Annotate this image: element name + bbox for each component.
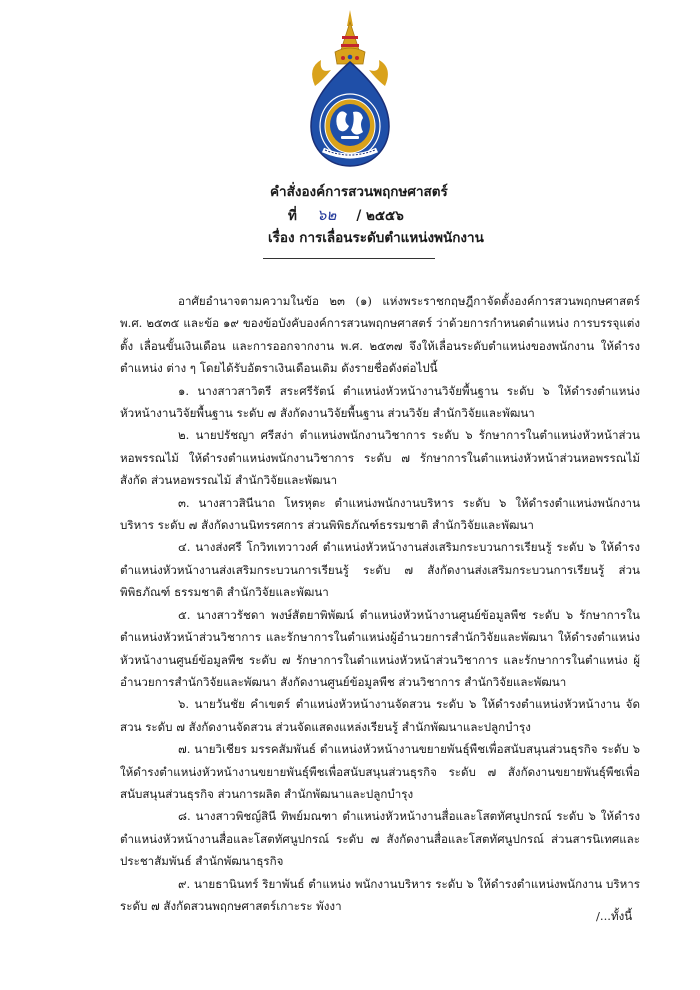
list-item: ๓. นางสาวสินีนาถ โหรหุตะ ตำแหน่งพนักงานบริหาร ระดับ ๖ ให้ดำรงตำแหน่งพนักงาน บริหาร ระดับ ๗ สังกัดงานนิทรรศการ ส่วนพิพิธภัณฑ์ธรรมชาติ สำนักวิจัยและพัฒนา <box>120 495 640 533</box>
order-number <box>288 203 404 227</box>
list-item: ๒. นายปรัชญา ศรีสง่า ตำแหน่งพนักงานวิชาการ ระดับ ๖ รักษาการในตำแหน่งหัวหน้าส่วน หอพรรณไม้ ให้ดำรงตำแหน่งพนักงานวิชาการ ระดับ ๗ รักษาการในตำแหน่งหัวหน้าส่วนหอพรรณไม้ สังกัด ส่วนหอพรรณไม้ สำนักวิจัยและพัฒนา <box>120 428 640 488</box>
list-item: ๕. นางสาวรัชดา พงษ์สัตยาพิพัฒน์ ตำแหน่งหัวหน้างานศูนย์ข้อมูลพืช ระดับ ๖ รักษาการใน ตำแหน่งหัวหน้าส่วนวิชาการ และรักษาการในตำแหน่งผู้อำนวยการสำนักวิจัยและพัฒนา ให้ดำรงตำแหน่ง หัวหน้างานศูนย์ข้อมูลพืช ระดับ ๗ รักษาการในตำแหน่งหัวหน้าส่วนวิชาการ และรักษาการในตำแหน่ง ผู้อำนวยการสำนักวิจัยและพัฒนา สังกัดงานศูนย์ข้อมูลพืช ส่วนวิชาการ สำนักวิจัยและพัฒนา <box>120 607 640 689</box>
list-item: ๔. นางส่งศรี โกวิทเทวาวงศ์ ตำแหน่งหัวหน้างานส่งเสริมกระบวนการเรียนรู้ ระดับ ๖ ให้ดำรง ตำแหน่งหัวหน้างานส่งเสริมกระบวนการเรียนรู้ ระดับ ๗ สังกัดงานส่งเสริมกระบวนการเรียนรู้ ส่วนพิพิธภัณฑ์ ธรรมชาติ สำนักวิจัยและพัฒนา <box>120 540 640 600</box>
organization-emblem-icon <box>297 8 403 176</box>
list-item: ๖. นายวันชัย คำเขตร์ ตำแหน่งหัวหน้างานจัดสวน ระดับ ๖ ให้ดำรงตำแหน่งหัวหน้างาน จัดสวน ระดับ ๗ สังกัดงานจัดสวน ส่วนจัดแสดงแหล่งเรียนรู้ สำนักพัฒนาและปลูกบำรุง <box>120 697 640 734</box>
order-number-year: / ๒๕๕๖ <box>356 208 404 224</box>
order-title: คำสั่งองค์การสวนพฤกษศาสตร์ <box>270 184 448 200</box>
header-divider <box>263 258 435 259</box>
list-item: ๙. นายธานินทร์ ริยาพันธ์ ตำแหน่ง พนักงานบริหาร ระดับ ๖ ให้ดำรงตำแหน่งพนักงาน บริหาร ระดับ ๗ สังกัดสวนพฤกษศาสตร์เกาะระ พังงา <box>120 876 640 913</box>
order-body <box>120 290 640 917</box>
order-number-prefix: ที่ <box>288 208 297 224</box>
list-item: ๘. นางสาวพิชญ์สินี ทิพย์มณฑา ตำแหน่งหัวหน้างานสื่อและโสตทัศนูปกรณ์ ระดับ ๖ ให้ดำรง ตำแหน่งหัวหน้างานสื่อและโสตทัศนูปกรณ์ ระดับ ๗ สังกัดงานสื่อและโสตทัศนูปกรณ์ ส่วนสารนิเทศและ ประชาสัมพันธ์ สำนักพัฒนาธุรกิจ <box>120 809 640 869</box>
order-subject: เรื่อง การเลื่อนระดับตำแหน่งพนักงาน <box>268 230 484 246</box>
preamble-paragraph: อาศัยอำนาจตามความในข้อ ๒๓ (๑) แห่งพระราชกฤษฎีกาจัดตั้งองค์การสวนพฤกษศาสตร์ พ.ศ. ๒๕๓๕ และข้อ ๑๙ ของข้อบังคับองค์การสวนพฤกษศาสตร์ ว่าด้วยการกำหนดตำแหน่ง การบรรจุแต่งตั้ง เลื่อนขั้นเงินเดือน และการออกจากงาน พ.ศ. ๒๕๓๗ จึงให้เลื่อนระดับตำแหน่งของพนักงาน ให้ดำรงตำแหน่ง ต่าง ๆ โดยได้รับอัตราเงินเดือนเดิม ดังรายชื่อดังต่อไปนี้ <box>120 294 640 376</box>
continuation-marker: /...ทั้งนี้ <box>596 909 633 923</box>
list-item: ๑. นางสาวสาวิตรี สระศรีรัตน์ ตำแหน่งหัวหน้างานวิจัยพื้นฐาน ระดับ ๖ ให้ดำรงตำแหน่ง หัวหน้างานวิจัยพื้นฐาน ระดับ ๗ สังกัดงานวิจัยพื้นฐาน ส่วนวิจัย สำนักวิจัยและพัฒนา <box>120 383 640 421</box>
list-item: ๗. นายวิเชียร มรรคสัมพันธ์ ตำแหน่งหัวหน้างานขยายพันธุ์พืชเพื่อสนับสนุนส่วนธุรกิจ ระดับ ๖ ให้ดำรงตำแหน่งหัวหน้างานขยายพันธุ์พืชเพื่อสนับสนุนส่วนธุรกิจ ระดับ ๗ สังกัดงานขยายพันธุ์พืชเพื่อ สนับสนุนส่วนธุรกิจ ส่วนการผลิต สำนักพัฒนาและปลูกบำรุง <box>120 742 640 801</box>
order-number-handwritten: ๖๒ <box>316 206 337 224</box>
